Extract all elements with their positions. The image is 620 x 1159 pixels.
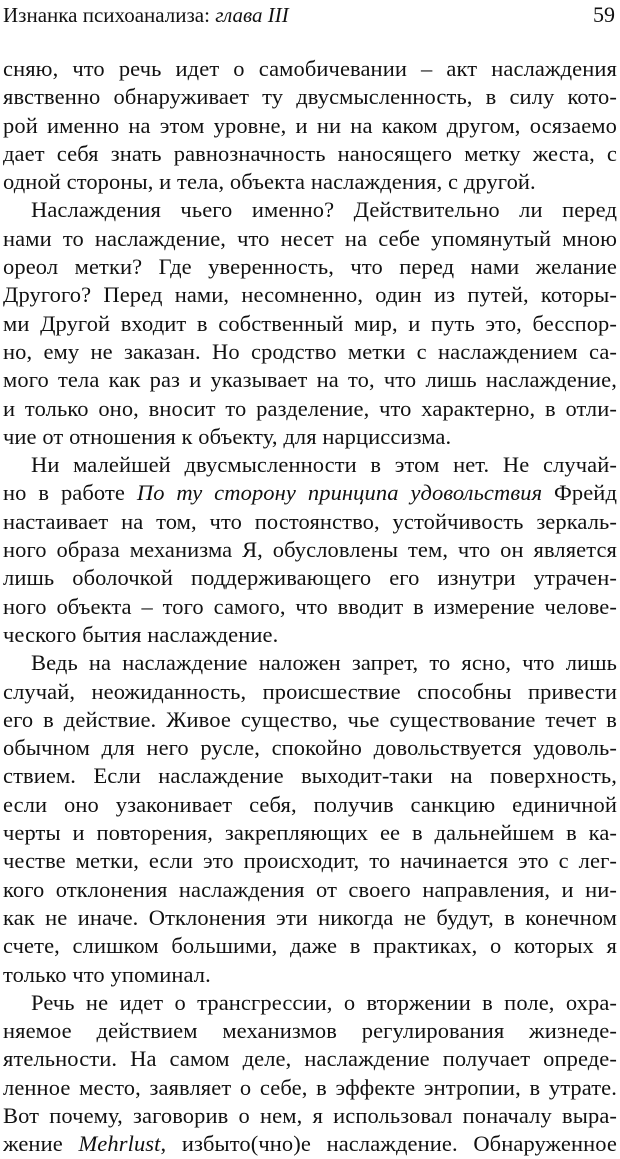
text-segment: Фрейд <box>542 480 617 506</box>
text-line: его в действие. Живое существо, чье существование течет в <box>3 706 617 732</box>
text-line: мого тела как раз и указывает на то, что лишь наслаждение, <box>3 367 617 393</box>
text-line: Наслаждения чьего именно? Действительно ли перед <box>31 197 617 223</box>
text-line: ленное место, заявляет о себе, в эффекте энтропии, в утрате. <box>3 1074 617 1100</box>
paragraph-3 <box>3 451 617 649</box>
text-segment: но в работе <box>3 480 137 506</box>
text-line: ореол метки? Где уверенность, что перед нами желание <box>3 254 617 280</box>
paragraph-2 <box>3 196 617 451</box>
text-line: ми Другой входит в собственный мир, и путь это, бесспор- <box>3 310 617 336</box>
text-line: черты и повторения, закрепляющих ее в дальнейшем в ка- <box>3 820 617 846</box>
text-line: если оно узаконивает себя, получив санкцию единичной <box>3 791 617 817</box>
running-title-main: Изнанка психоанализа: <box>3 3 216 27</box>
text-line: дает себя знать равнозначность наносящего метку жеста, с <box>3 140 617 166</box>
text-line: честве метки, если это происходит, то начинается это с лег- <box>3 848 617 874</box>
text-line: ствием. Если наслаждение выходит-таки на поверхность, <box>3 763 617 789</box>
text-line: Вот почему, заговорив о нем, я использовал поначалу выра- <box>3 1102 617 1128</box>
text-line: явственно обнаруживает ту двусмысленность, в силу кото- <box>3 84 617 110</box>
text-line: рой именно на этом уровне, и ни на каком другом, осязаемо <box>3 112 617 138</box>
german-term: Mehrlust <box>78 1131 161 1157</box>
text-line <box>3 1130 617 1158</box>
text-line: ческого бытия наслаждение. <box>3 621 279 647</box>
text-line <box>3 479 617 507</box>
text-line: одной стороны, и тела, объекта наслаждения, с другой. <box>3 169 536 195</box>
text-line: Ведь на наслаждение наложен запрет, то ясно, что лишь <box>31 650 617 676</box>
text-line: Другого? Перед нами, несомненно, один из путей, которы- <box>3 282 617 308</box>
text-segment: , избыто(чно)е наслаждение. Обнаруженное <box>160 1131 617 1157</box>
text-line: обычном для него русле, спокойно довольствуется удоволь- <box>3 735 617 761</box>
text-line: чие от отношения к объекту, для нарциссизма. <box>3 423 452 449</box>
text-line: ного объекта – того самого, что вводит в измерение челове- <box>3 593 617 619</box>
text-line: как не иначе. Отклонения эти никогда не будут, в конечном <box>3 904 617 930</box>
work-title: По ту сторону принципа удовольствия <box>136 480 543 506</box>
text-line: лишь оболочкой поддерживающего его изнутри утрачен- <box>3 565 617 591</box>
text-line: сняю, что речь идет о самобичевании – акт наслаждения <box>3 56 617 81</box>
body-text <box>3 55 617 1159</box>
paragraph-1 <box>3 55 617 196</box>
text-line: случай, неожиданность, происшествие способны привести <box>3 678 617 704</box>
running-title-chapter: глава III <box>215 3 289 27</box>
running-head <box>3 2 617 32</box>
running-title <box>3 2 289 28</box>
text-line: няемое действием механизмов регулирования жизнеде- <box>3 1018 617 1044</box>
text-line: нами то наслаждение, что несет на себе упомянутый мною <box>3 225 617 251</box>
page-number: 59 <box>593 2 615 27</box>
text-line: ятельности. На самом деле, наслаждение получает опреде- <box>3 1046 617 1072</box>
text-line: но, ему не заказан. Но сродство метки с наслаждением са- <box>3 338 617 364</box>
text-segment: жение <box>3 1131 79 1157</box>
text-line: Речь не идет о трансгрессии, о вторжении в поле, охра- <box>31 989 617 1015</box>
text-line: и только оно, вносит то разделение, что характерно, в отли- <box>3 395 617 421</box>
text-line: настаивает на том, что постоянство, устойчивость зеркаль- <box>3 508 617 534</box>
text-line: кого отклонения наслаждения от своего направления, и ни- <box>3 876 617 902</box>
text-line: Ни малейшей двусмысленности в этом нет. Не случай- <box>31 452 617 478</box>
text-line: ного образа механизма Я, обусловлены тем, что он является <box>3 537 617 563</box>
paragraph-5 <box>3 989 617 1159</box>
paragraph-4 <box>3 649 617 989</box>
text-line: только что упоминал. <box>3 961 211 987</box>
text-line: счете, слишком большими, даже в практиках, о которых я <box>3 933 617 959</box>
